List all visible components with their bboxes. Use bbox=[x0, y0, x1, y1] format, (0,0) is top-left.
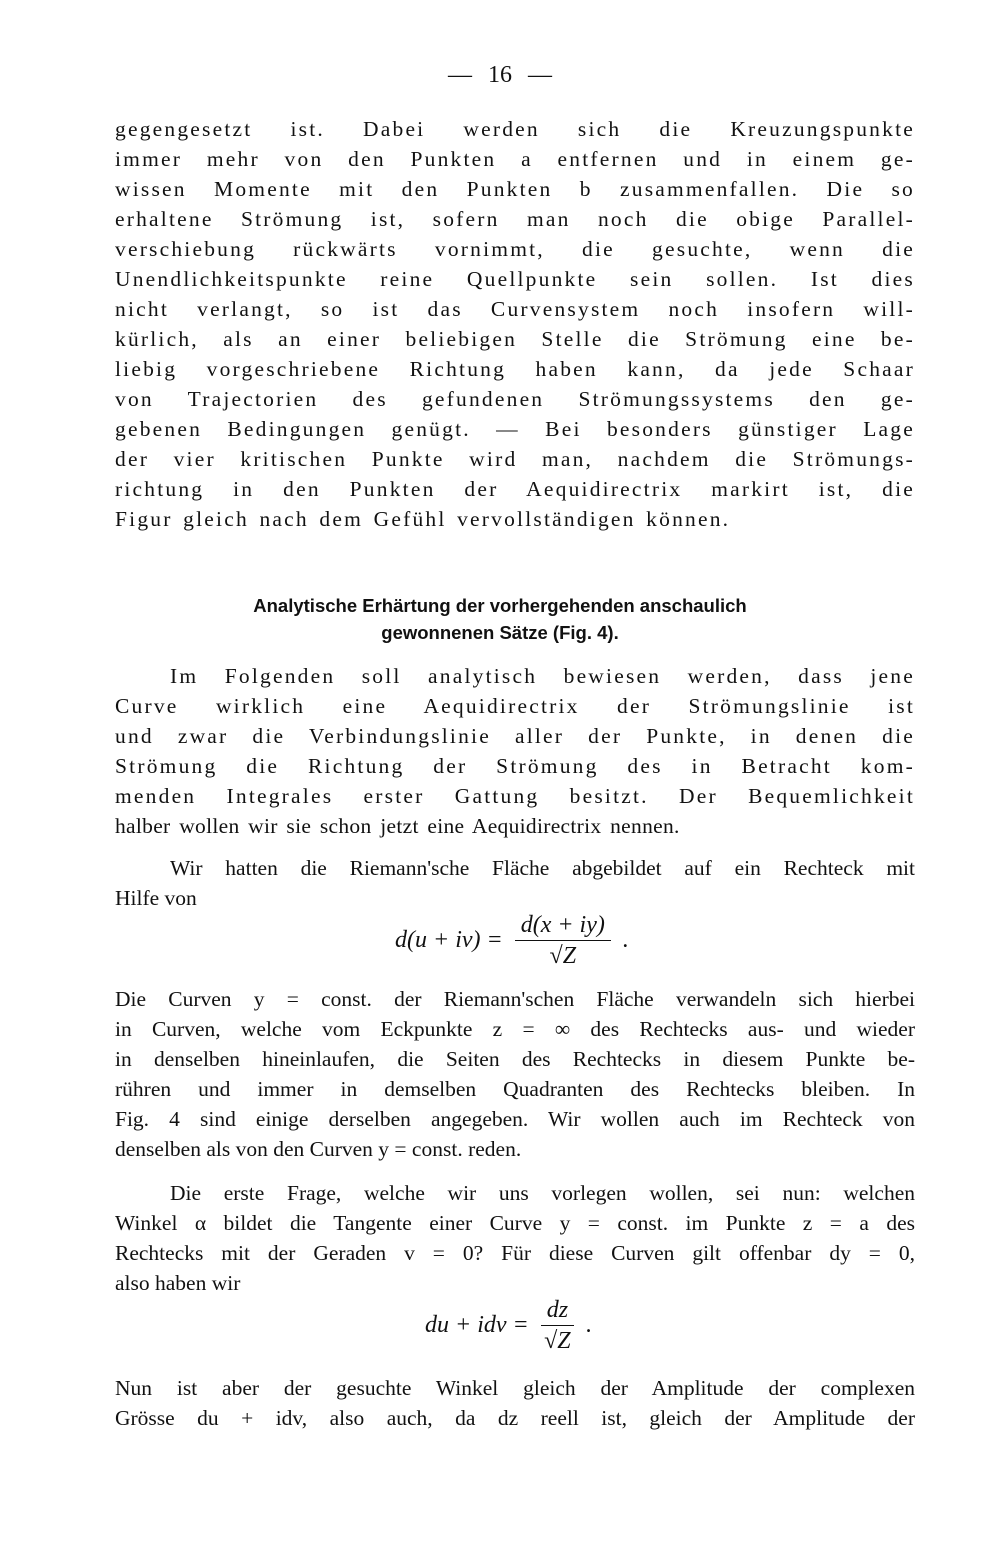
paragraph-1 bbox=[115, 114, 915, 534]
equation-1: d(u + iv) = $\frac{d(x + iy)}{√Z}$ . bbox=[395, 912, 629, 969]
text-line: Wir hatten die Riemann'sche Fläche abgebildet auf ein Rechteck mit bbox=[170, 856, 915, 880]
text-line: denselben als von den Curven y = const. reden. bbox=[115, 1137, 522, 1161]
text-line: Unendlichkeitspunkte reine Quellpunkte sein sollen. Ist dies bbox=[115, 267, 915, 291]
text-line: verschiebung rückwärts vornimmt, die gesuchte, wenn die bbox=[115, 237, 915, 261]
text-line: richtung in den Punkten der Aequidirectrix markirt ist, die bbox=[115, 477, 915, 501]
text-line: Die erste Frage, welche wir uns vorlegen wollen, sei nun: welchen bbox=[170, 1181, 915, 1205]
paragraph-4 bbox=[115, 984, 915, 1164]
text-line: Im Folgenden soll analytisch bewiesen werden, dass jene bbox=[170, 664, 915, 688]
text-line: wissen Momente mit den Punkten b zusammenfallen. Die so bbox=[115, 177, 915, 201]
text-line: Winkel α bildet die Tangente einer Curve y = const. im Punkte z = a des bbox=[115, 1211, 915, 1235]
text-line: Grösse du + idv, also auch, da dz reell ist, gleich der Amplitude der bbox=[115, 1406, 915, 1430]
text-line: und zwar die Verbindungslinie aller der Punkte, in denen die bbox=[115, 724, 915, 748]
text-line: liebig vorgeschriebene Richtung haben kann, da jede Schaar bbox=[115, 357, 915, 381]
paragraph-2 bbox=[115, 661, 915, 841]
paragraph-3 bbox=[115, 853, 915, 913]
text-line: rühren und immer in demselben Quadranten des Rechtecks bleiben. In bbox=[115, 1077, 915, 1101]
text-line: von Trajectorien des gefundenen Strömungssystems den ge- bbox=[115, 387, 915, 411]
text-line: immer mehr von den Punkten a entfernen und in einem ge- bbox=[115, 147, 915, 171]
text-line: Hilfe von bbox=[115, 886, 197, 910]
equation-2: du + idv = $\frac{dz}{√Z}$ . bbox=[425, 1297, 593, 1354]
text-line: in denselben hineinlaufen, die Seiten des Rechtecks in diesem Punkte be- bbox=[115, 1047, 915, 1071]
text-line: gegengesetzt ist. Dabei werden sich die Kreuzungspunkte bbox=[115, 117, 915, 141]
text-line: nicht verlangt, so ist das Curvensystem noch insofern will- bbox=[115, 297, 915, 321]
text-line: gebenen Bedingungen genügt. — Bei besonders günstiger Lage bbox=[115, 417, 915, 441]
text-line: Strömung die Richtung der Strömung des in Betracht kom- bbox=[115, 754, 915, 778]
text-line: Figur gleich nach dem Gefühl vervollständigen können. bbox=[115, 507, 731, 531]
text-line: der vier kritischen Punkte wird man, nachdem die Strömungs- bbox=[115, 447, 915, 471]
fraction: $\frac{d(x + iy)}{√Z}$ bbox=[515, 910, 611, 971]
text-line: in Curven, welche vom Eckpunkte z = ∞ des Rechtecks aus- und wieder bbox=[115, 1017, 915, 1041]
text-line: Die Curven y = const. der Riemann'schen Fläche verwandeln sich hierbei bbox=[115, 987, 915, 1011]
fraction: $\frac{dz}{√Z}$ bbox=[541, 1295, 574, 1356]
page-number: — 16 — bbox=[448, 62, 552, 88]
text-line: also haben wir bbox=[115, 1271, 241, 1295]
paragraph-5 bbox=[115, 1178, 915, 1298]
text-line: menden Integrales erster Gattung besitzt. Der Bequemlichkeit bbox=[115, 784, 915, 808]
text-line: Nun ist aber der gesuchte Winkel gleich der Amplitude der complexen bbox=[115, 1376, 915, 1400]
text-line: erhaltene Strömung ist, sofern man noch die obige Parallel- bbox=[115, 207, 915, 231]
text-line: kürlich, als an einer beliebigen Stelle die Strömung eine be- bbox=[115, 327, 915, 351]
text-line: Rechtecks mit der Geraden v = 0? Für diese Curven gilt offenbar dy = 0, bbox=[115, 1241, 915, 1265]
paragraph-6 bbox=[115, 1373, 915, 1433]
text-line: Fig. 4 sind einige derselben angegeben. Wir wollen auch im Rechteck von bbox=[115, 1107, 915, 1131]
text-line: halber wollen wir sie schon jetzt eine Aequidirectrix nennen. bbox=[115, 814, 680, 838]
section-heading: Analytische Erhärtung der vorhergehenden anschaulich gewonnenen Sätze (Fig. 4). bbox=[253, 595, 747, 643]
text-line: Curve wirklich eine Aequidirectrix der Strömungslinie ist bbox=[115, 694, 915, 718]
